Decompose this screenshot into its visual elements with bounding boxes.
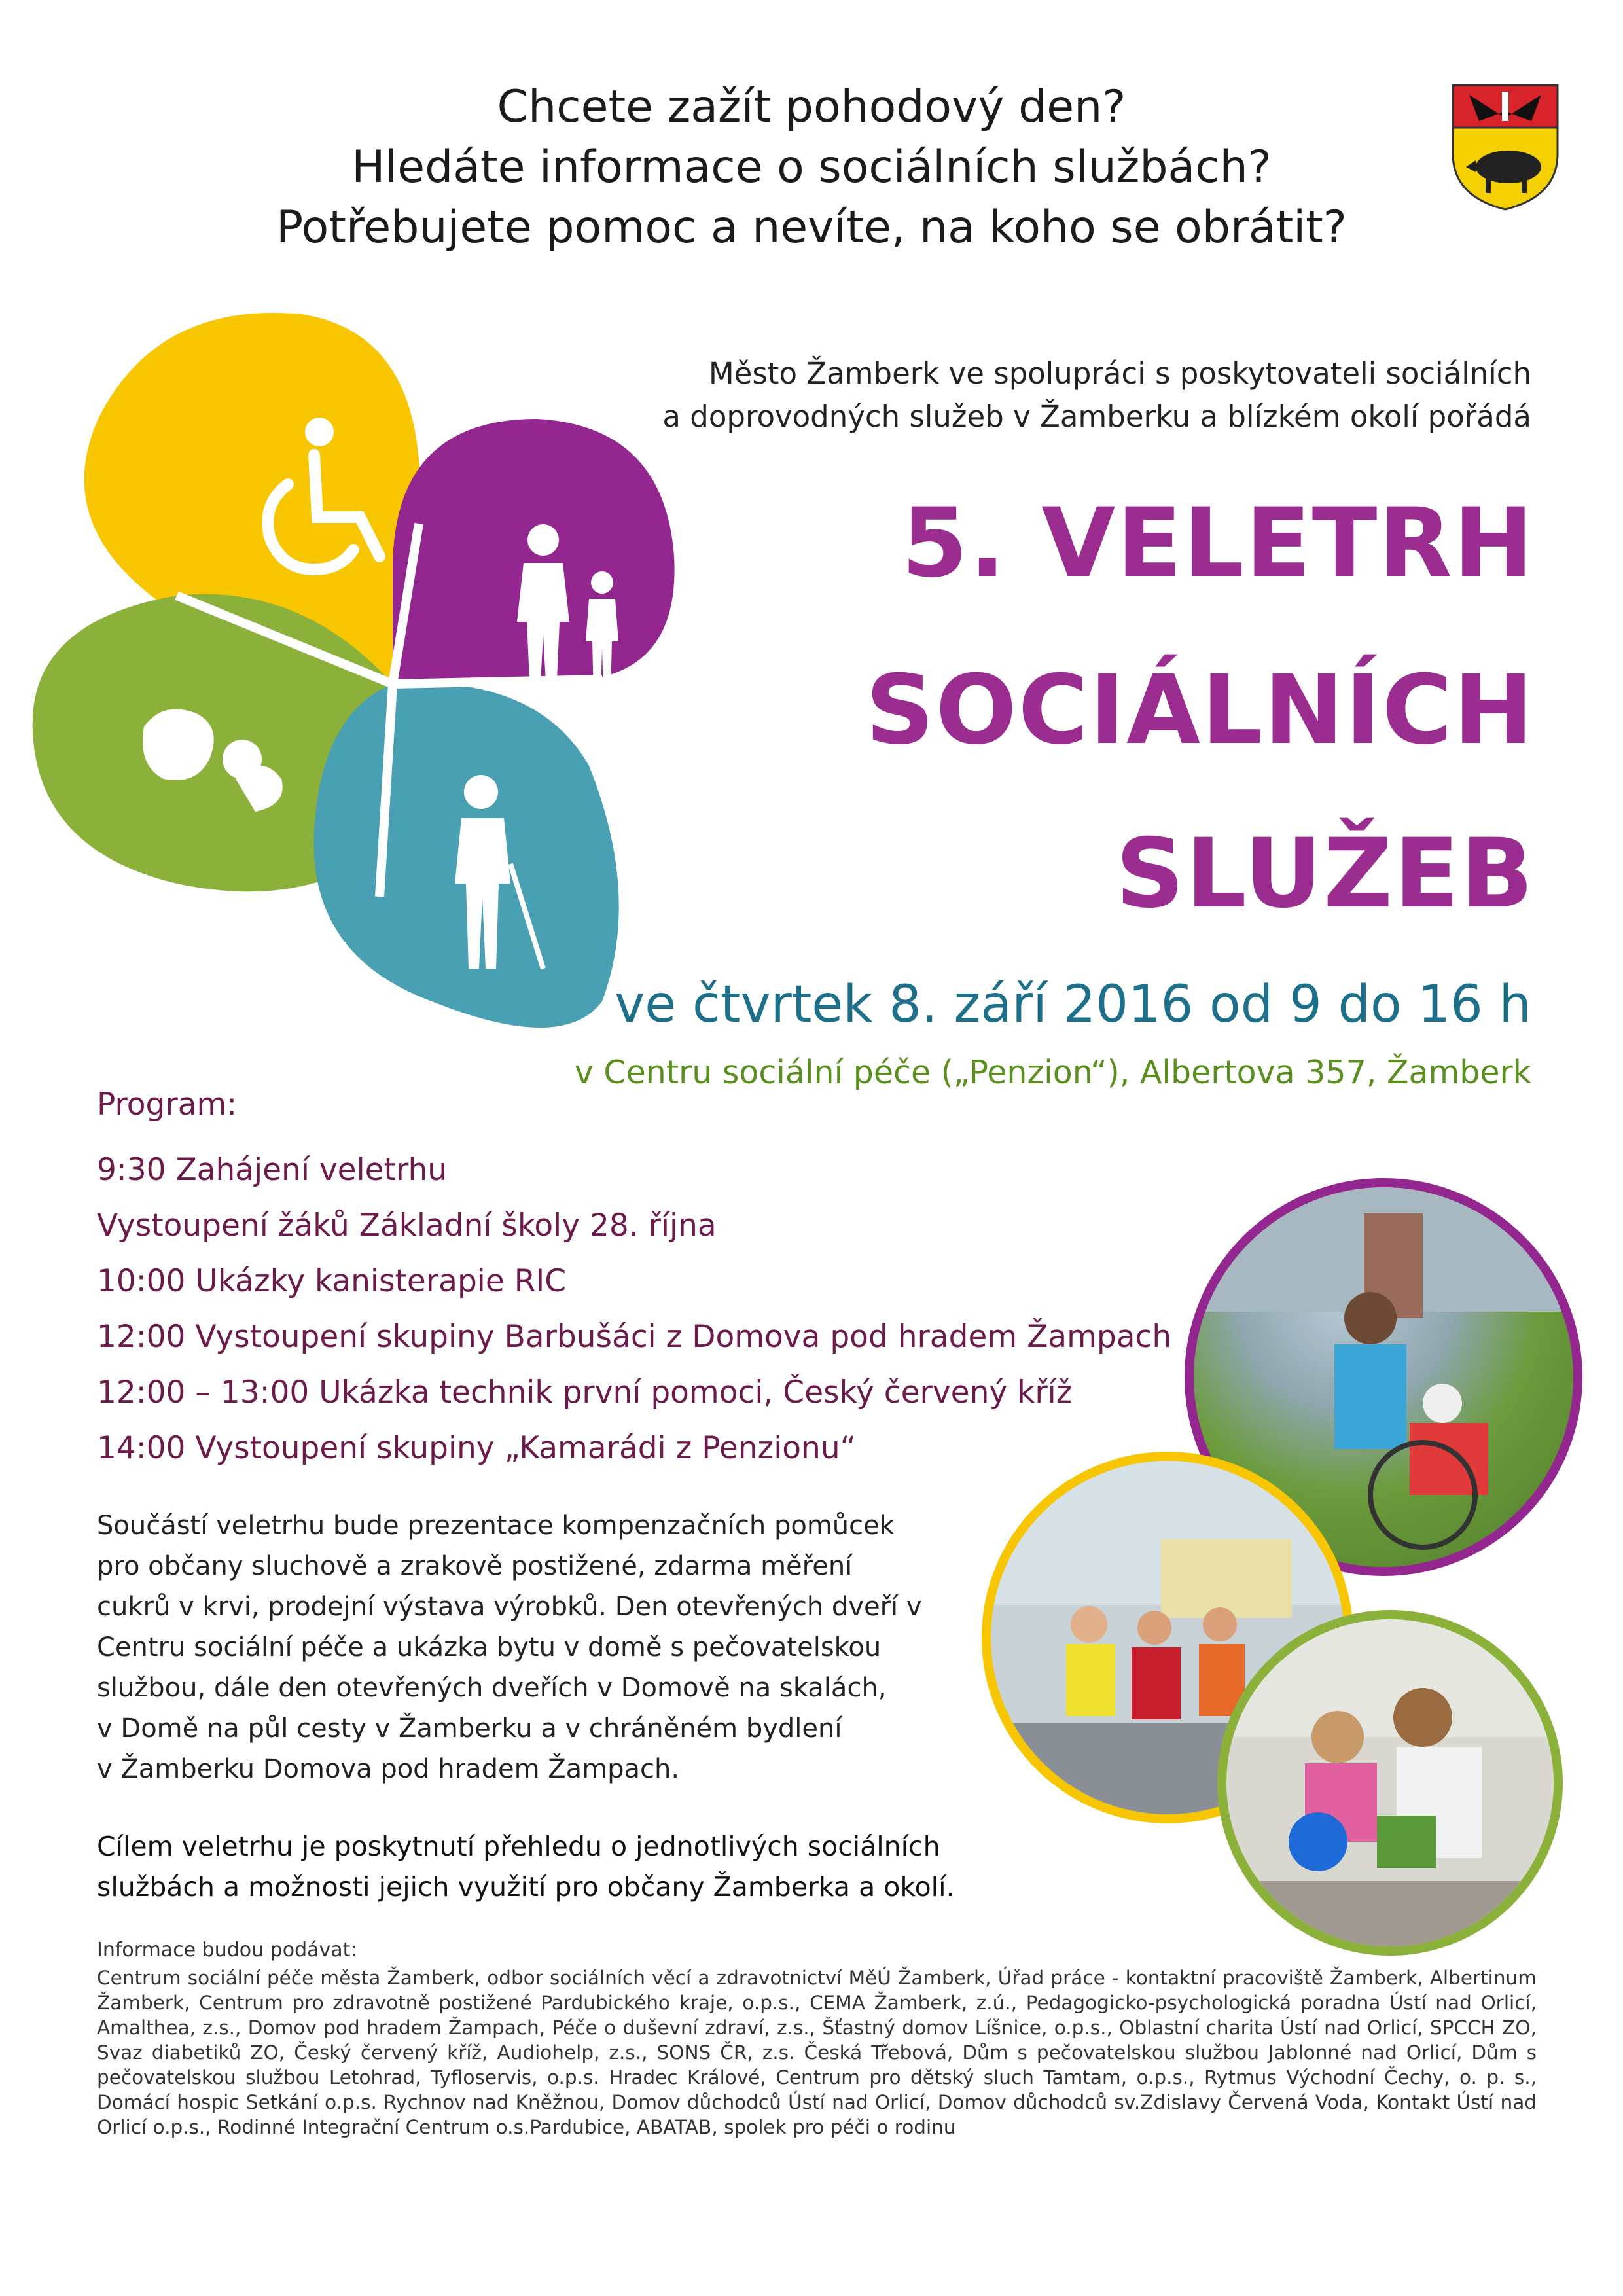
description-line: v Žamberku Domova pod hradem Žampach. [97,1754,680,1784]
description-line: v Domě na půl cesty v Žamberku a v chráněném bydlení [97,1713,842,1744]
event-venue: v Centru sociální péče („Penzion“), Albertova 357, Žamberk [574,1054,1531,1091]
program-item: 9:30 Zahájení veletrhu [97,1152,448,1188]
program-heading: Program: [97,1086,238,1122]
description-line: pro občany sluchově a zrakově postižené, zdarma měření [97,1551,853,1581]
description-line: Centru sociální péče a ukázka bytu v domě s pečovatelskou [97,1632,882,1662]
program-item: 10:00 Ukázky kanisterapie RIC [97,1263,567,1299]
title-line-3: SLUŽEB [1115,818,1535,929]
question-1: Chcete zažít pohodový den? [497,81,1126,133]
question-2: Hledáte informace o sociálních službách? [351,141,1272,193]
question-3: Potřebujete pomoc a nevíte, na koho se obrátit? [276,202,1347,253]
description-line: cukrů v krvi, prodejní výstava výrobků. Den otevřených dveří v [97,1592,922,1622]
aim-line-1: Cílem veletrhu je poskytnutí přehledu o jednotlivých sociálních [97,1831,940,1862]
description-line: službou, dále den otevřených dveřích v Domově na skalách, [97,1673,887,1703]
program-item: 12:00 Vystoupení skupiny Barbušáci z Domova pod hradem Žampach [97,1319,1172,1355]
intro-line-1: Město Žamberk ve spolupráci s poskytovateli sociálních [708,356,1531,391]
program-item: Vystoupení žáků Základní školy 28. října [97,1208,717,1244]
title-line-1: 5. VELETRH [901,488,1535,599]
info-providers-text: Centrum sociální péče města Žamberk, odbor sociálních věcí a zdravotnictví MěÚ Žamberk, Úřad práce - kontaktní pracoviště Žamberk, Albertinum Žamberk, Centrum pro zdravotně postižené Pardubického kraje, o.p.s., CEMA Žamberk, z.ú., Pedagogicko-psychologická poradna Ústí nad Orlicí, Amalthea, z.s., Domov pod hradem Žampach, Péče o duševní zdraví, z.s., Šťastný domov Líšnice, o.p.s., Oblastní charita Ústí nad Orlicí, SPCCH ZO, Svaz diabetiků ZO, Český červený kříž, Audiohelp, z.s., SONS ČR, z.s. Česká Třebová, Dům s pečovatelskou službou Jablonné nad Orlicí, Dům s pečovatelskou službou Letohrad, Tyfloservis, o.p.s. Hradec Králové, Centrum pro dětský sluch Tamtam, o.p.s., Rytmus Východní Čechy, o. p. s., Domácí hospic Setkání o.p.s. Rychnov nad Kněžnou, Domov důchodců Ústí nad Orlicí, Domov důchodců sv.Zdislavy Červená Voda, Kontakt Ústí nad Orlicí o.p.s., Rodinné Integrační Centrum o.s.Pardubice, ABATAB, spolek pro péči o rodinu [97,1967,1537,2138]
four-petal-logo [26,308,681,1034]
event-date: ve čtvrtek 8. září 2016 od 9 do 16 h [615,975,1531,1034]
photo-children-play [1217,1610,1563,1956]
intro-line-2: a doprovodných služeb v Žamberku a blízkém okolí pořádá [662,399,1531,434]
aim-text [97,1826,987,1907]
info-heading: Informace budou podávat: [97,1939,357,1962]
title-line-2: SOCIÁLNÍCH [865,655,1535,766]
program-item: 14:00 Vystoupení skupiny „Kamarádi z Penzionu“ [97,1430,856,1466]
description-line: Součástí veletrhu bude prezentace kompenzačních pomůcek [97,1511,895,1541]
coat-of-arms-icon [1450,82,1561,213]
aim-line-2: službách a možnosti jejich využití pro občany Žamberka a okolí. [97,1871,955,1903]
program-item: 12:00 – 13:00 Ukázka technik první pomoci, Český červený kříž [97,1374,1073,1410]
